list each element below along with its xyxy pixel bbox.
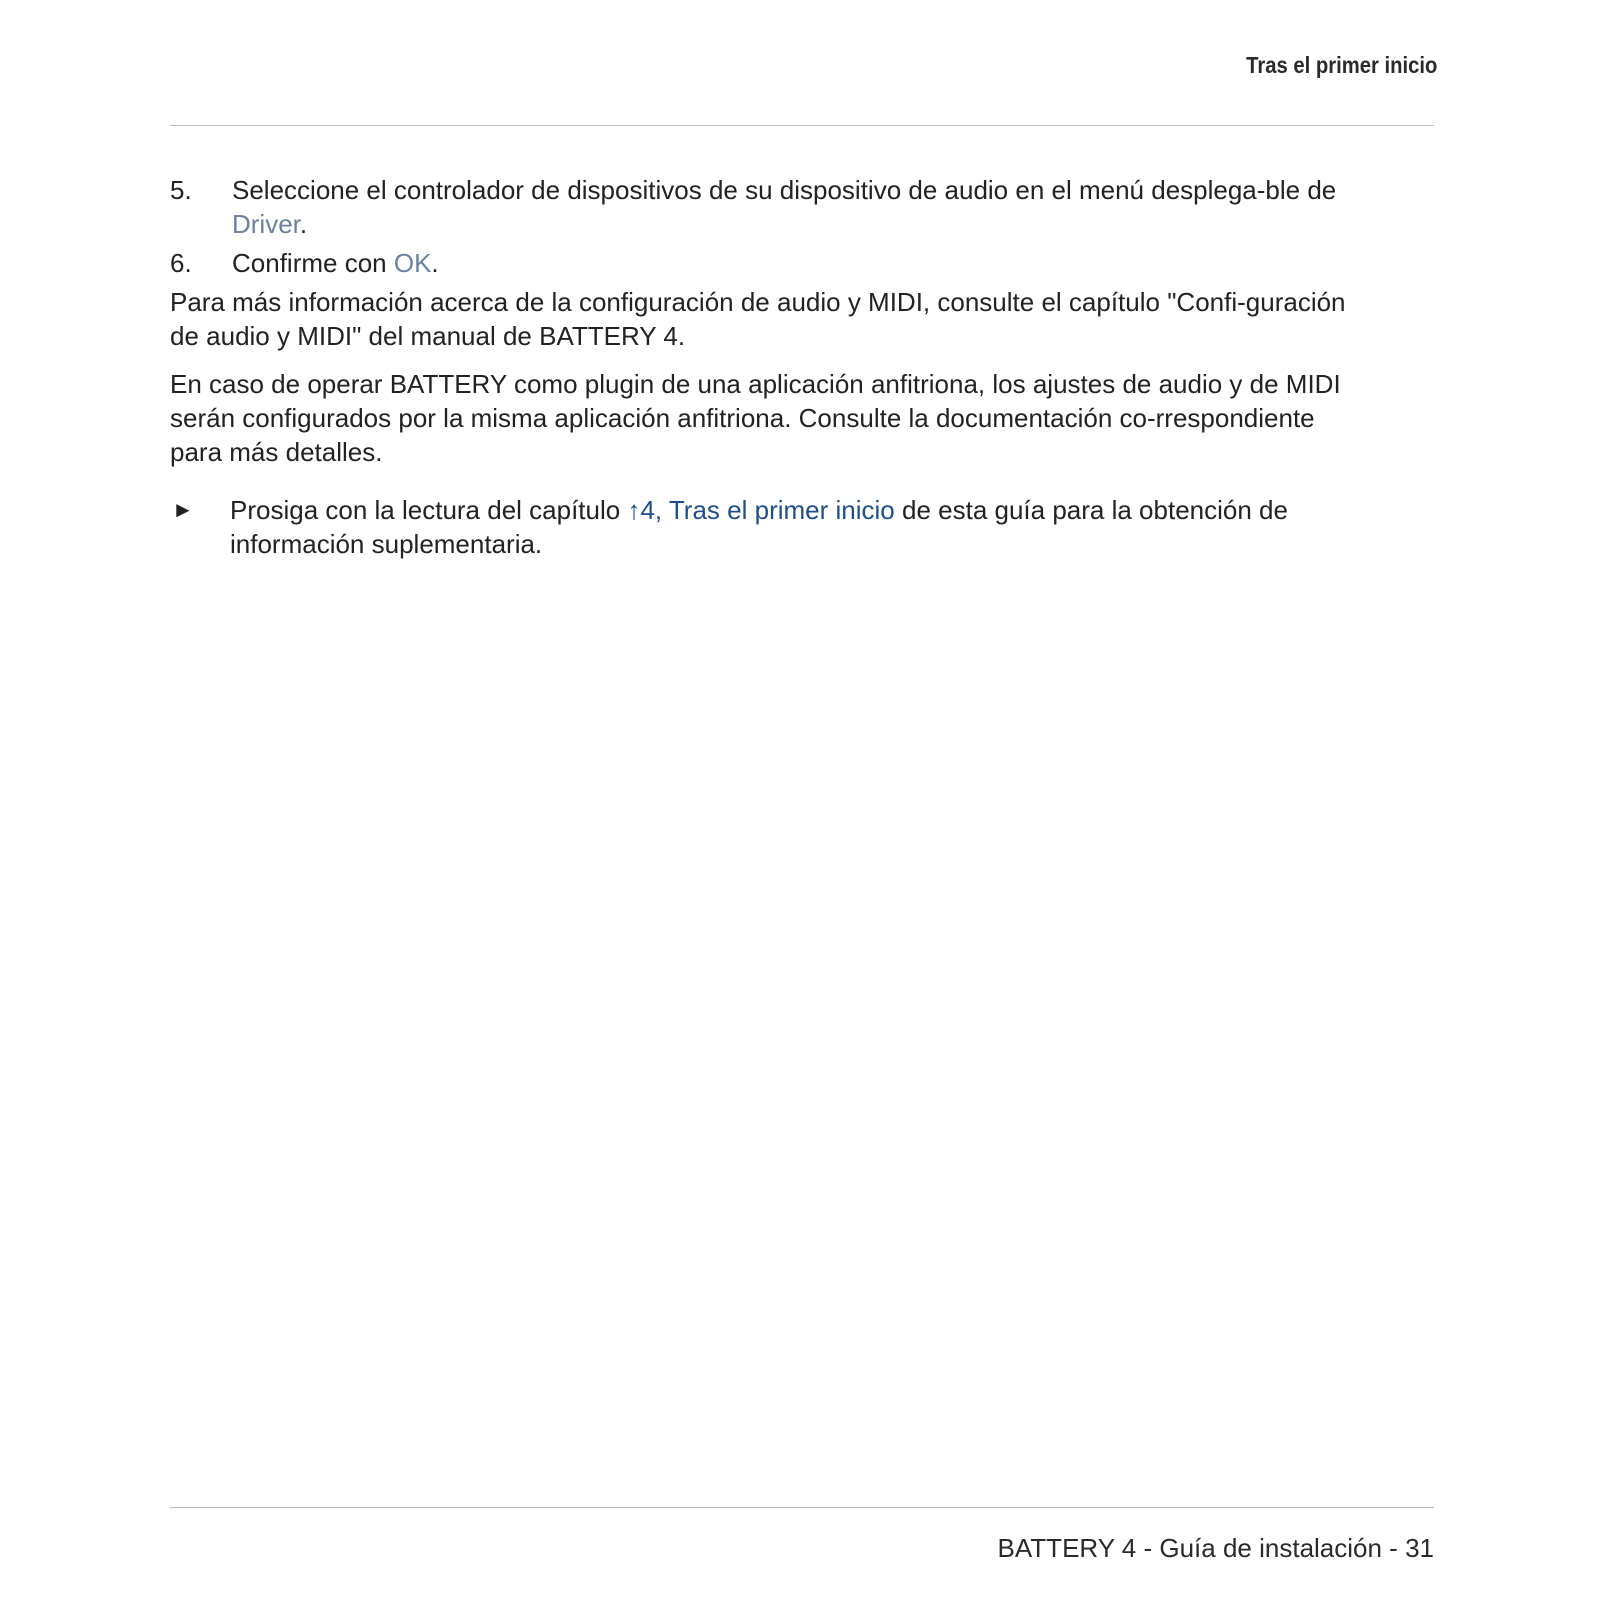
- ui-term-ok: OK: [393, 248, 432, 278]
- running-header-title: Tras el primer inicio: [1245, 52, 1437, 78]
- paragraph-plugin-host: En caso de operar BATTERY como plugin de una aplicación anfitriona, los ajustes de audio y de MIDI serán configurados por la misma aplicación anfitriona. Consulte la documentación co-rrespondiente para más detalles.: [170, 369, 1341, 467]
- play-arrow-icon: ►: [172, 497, 194, 522]
- step-5: [170, 173, 1360, 241]
- ui-term-driver: Driver: [232, 209, 300, 239]
- paragraph-audio-midi-info: Para más información acerca de la configuración de audio y MIDI, consulte el capítulo "Confi-guración de audio y MIDI" del manual de BATTERY 4.: [170, 287, 1346, 351]
- action-text: Prosiga con la lectura del capítulo: [230, 495, 628, 525]
- step-text: Confirme con: [232, 248, 394, 278]
- action-text-end: de esta guía para la obtención de información suplementaria.: [230, 495, 1288, 559]
- step-number: 6.: [170, 248, 192, 278]
- step-text-end: .: [299, 209, 308, 239]
- step-text-end: .: [431, 248, 439, 278]
- step-number: 5.: [170, 175, 192, 205]
- page-footer: BATTERY 4 - Guía de instalación - 31: [997, 1533, 1434, 1563]
- action-item: [170, 493, 1360, 561]
- header-divider: [170, 125, 1434, 126]
- chapter-link[interactable]: ↑4, Tras el primer inicio: [627, 495, 895, 525]
- step-6: [170, 246, 1360, 280]
- page-body: [170, 173, 1360, 561]
- step-text: Seleccione el controlador de dispositivos de su dispositivo de audio en el menú desplega-ble de: [232, 175, 1337, 205]
- footer-divider: [170, 1507, 1434, 1508]
